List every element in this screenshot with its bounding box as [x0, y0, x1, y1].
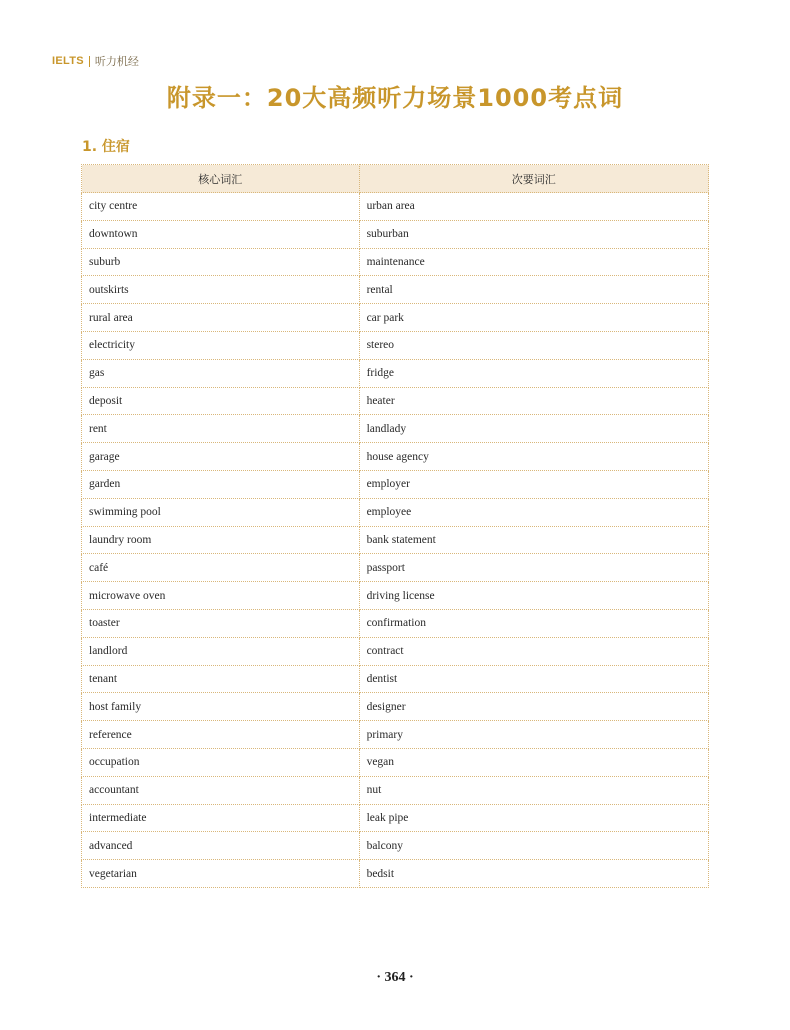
- secondary-word-cell: balcony: [359, 832, 708, 860]
- secondary-word-cell: primary: [359, 721, 708, 749]
- table-row: [82, 554, 709, 582]
- secondary-word-cell: nut: [359, 776, 708, 804]
- core-word-cell: city centre: [82, 193, 360, 221]
- core-word-cell: microwave oven: [82, 582, 360, 610]
- table-row: [82, 443, 709, 471]
- core-word-cell: rent: [82, 415, 360, 443]
- running-header: [52, 53, 139, 69]
- header-brand: IELTS: [52, 55, 84, 67]
- secondary-word-cell: car park: [359, 304, 708, 332]
- table-row: [82, 832, 709, 860]
- header-divider: [89, 56, 90, 67]
- core-word-cell: suburb: [82, 248, 360, 276]
- core-word-cell: landlord: [82, 637, 360, 665]
- core-word-cell: swimming pool: [82, 498, 360, 526]
- header-core-vocabulary: 核心词汇: [82, 165, 360, 193]
- core-word-cell: advanced: [82, 832, 360, 860]
- table-row: [82, 776, 709, 804]
- core-word-cell: downtown: [82, 220, 360, 248]
- core-word-cell: occupation: [82, 748, 360, 776]
- table-row: [82, 637, 709, 665]
- core-word-cell: deposit: [82, 387, 360, 415]
- secondary-word-cell: urban area: [359, 193, 708, 221]
- core-word-cell: reference: [82, 721, 360, 749]
- table-row: [82, 331, 709, 359]
- secondary-word-cell: house agency: [359, 443, 708, 471]
- core-word-cell: host family: [82, 693, 360, 721]
- core-word-cell: intermediate: [82, 804, 360, 832]
- secondary-word-cell: employer: [359, 470, 708, 498]
- table-row: [82, 526, 709, 554]
- table-row: [82, 582, 709, 610]
- secondary-word-cell: landlady: [359, 415, 708, 443]
- core-word-cell: garden: [82, 470, 360, 498]
- secondary-word-cell: driving license: [359, 582, 708, 610]
- table-row: [82, 470, 709, 498]
- table-row: [82, 304, 709, 332]
- core-word-cell: café: [82, 554, 360, 582]
- secondary-word-cell: bedsit: [359, 860, 708, 888]
- core-word-cell: laundry room: [82, 526, 360, 554]
- secondary-word-cell: bank statement: [359, 526, 708, 554]
- table-row: [82, 415, 709, 443]
- secondary-word-cell: passport: [359, 554, 708, 582]
- table-row: [82, 804, 709, 832]
- secondary-word-cell: vegan: [359, 748, 708, 776]
- table-row: [82, 276, 709, 304]
- table-row: [82, 498, 709, 526]
- table-row: [82, 665, 709, 693]
- core-word-cell: toaster: [82, 609, 360, 637]
- header-secondary-vocabulary: 次要词汇: [359, 165, 708, 193]
- table-row: [82, 721, 709, 749]
- secondary-word-cell: heater: [359, 387, 708, 415]
- table-row: [82, 359, 709, 387]
- secondary-word-cell: stereo: [359, 331, 708, 359]
- table-header-row: [82, 165, 709, 193]
- core-word-cell: garage: [82, 443, 360, 471]
- table-row: [82, 693, 709, 721]
- core-word-cell: vegetarian: [82, 860, 360, 888]
- page-number: · 364 ·: [376, 970, 414, 985]
- secondary-word-cell: designer: [359, 693, 708, 721]
- secondary-word-cell: fridge: [359, 359, 708, 387]
- secondary-word-cell: rental: [359, 276, 708, 304]
- vocabulary-table: [81, 164, 709, 888]
- table-row: [82, 248, 709, 276]
- core-word-cell: tenant: [82, 665, 360, 693]
- table-row: [82, 860, 709, 888]
- section-title: 1. 住宿: [82, 139, 130, 155]
- table-body: [82, 193, 709, 888]
- secondary-word-cell: suburban: [359, 220, 708, 248]
- table-row: [82, 193, 709, 221]
- core-word-cell: gas: [82, 359, 360, 387]
- secondary-word-cell: contract: [359, 637, 708, 665]
- secondary-word-cell: leak pipe: [359, 804, 708, 832]
- core-word-cell: rural area: [82, 304, 360, 332]
- table-row: [82, 220, 709, 248]
- secondary-word-cell: maintenance: [359, 248, 708, 276]
- table-row: [82, 748, 709, 776]
- core-word-cell: accountant: [82, 776, 360, 804]
- core-word-cell: electricity: [82, 331, 360, 359]
- page-title: 附录一：20大高频听力场景1000考点词: [166, 84, 624, 112]
- table-row: [82, 609, 709, 637]
- table-row: [82, 387, 709, 415]
- secondary-word-cell: confirmation: [359, 609, 708, 637]
- secondary-word-cell: dentist: [359, 665, 708, 693]
- core-word-cell: outskirts: [82, 276, 360, 304]
- header-subtitle: 听力机经: [94, 56, 139, 68]
- secondary-word-cell: employee: [359, 498, 708, 526]
